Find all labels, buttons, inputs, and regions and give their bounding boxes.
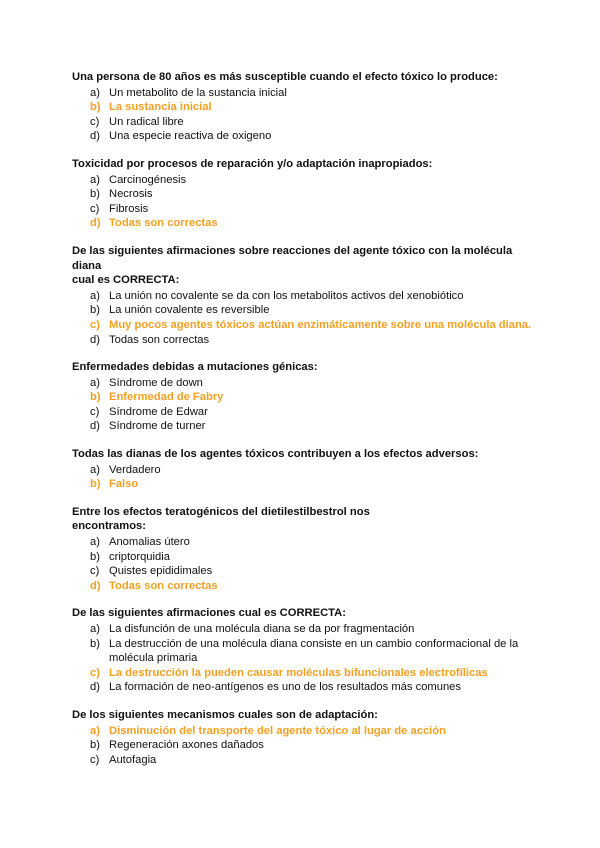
- options-list: [72, 289, 532, 347]
- option-letter: c): [90, 318, 100, 331]
- option-letter: c): [90, 202, 100, 215]
- option-text: La sustancia inicial: [109, 101, 212, 114]
- option-letter: a): [90, 289, 100, 302]
- option-text: Síndrome de Edwar: [109, 405, 208, 418]
- correct-option: [72, 477, 532, 492]
- option-letter: b): [90, 101, 101, 114]
- option-text: Verdadero: [109, 463, 161, 476]
- option-text: Autofagia: [109, 753, 157, 766]
- option-letter: d): [90, 217, 101, 230]
- option-text: Síndrome de turner: [109, 420, 206, 433]
- question-block: [72, 708, 532, 767]
- question-title-line: cual es CORRECTA:: [72, 274, 180, 287]
- answer-option: [72, 173, 532, 188]
- option-text: Carcinogénesis: [109, 173, 187, 186]
- question-title-line: Todas las dianas de los agentes tóxicos contribuyen a los efectos adversos:: [72, 448, 479, 461]
- question-title: [72, 70, 532, 85]
- option-letter: a): [90, 376, 100, 389]
- option-letter: c): [90, 565, 100, 578]
- correct-option: [72, 216, 532, 231]
- option-letter: d): [90, 681, 100, 694]
- question-title-line: Una persona de 80 años es más susceptible cuando el efecto tóxico lo produce:: [72, 71, 498, 83]
- option-text: La destrucción de una molécula diana consiste en un cambio conformacional de la molécula primaria: [109, 637, 519, 665]
- option-letter: c): [90, 405, 100, 418]
- answer-option: [72, 535, 532, 550]
- option-text: Síndrome de down: [109, 376, 203, 389]
- option-text: Regeneración axones dañados: [109, 739, 264, 752]
- correct-option: [72, 390, 532, 405]
- question-block: [72, 70, 532, 144]
- question-block: [72, 606, 532, 695]
- answer-option: [72, 405, 532, 420]
- option-letter: a): [90, 536, 100, 549]
- options-list: [72, 724, 532, 768]
- document-page: [72, 70, 532, 780]
- answer-option: [72, 187, 532, 202]
- question-title: [72, 708, 532, 723]
- option-text: Muy pocos agentes tóxicos actúan enzimáticamente sobre una molécula diana.: [109, 318, 532, 331]
- option-letter: a): [90, 623, 100, 635]
- options-list: [72, 86, 532, 144]
- question-title-line: De las siguientes afirmaciones sobre reacciones del agente tóxico con la molécula diana: [72, 244, 513, 272]
- question-title: [72, 157, 532, 172]
- answer-option: [72, 303, 532, 318]
- option-letter: c): [90, 666, 100, 679]
- question-title-line: Toxicidad por procesos de reparación y/o adaptación inapropiados:: [72, 157, 433, 170]
- option-letter: c): [90, 115, 100, 128]
- option-text: Un metabolito de la sustancia inicial: [109, 86, 287, 99]
- option-text: La destrucción la pueden causar moléculas bifuncionales electrofílicas: [109, 666, 488, 679]
- option-text: Una especie reactiva de oxigeno: [109, 130, 272, 143]
- option-text: Falso: [109, 478, 139, 491]
- question-title-line: encontramos:: [72, 520, 146, 533]
- option-letter: d): [90, 420, 100, 433]
- option-text: Todas son correctas: [109, 333, 210, 346]
- correct-option: [72, 579, 532, 594]
- answer-option: [72, 86, 532, 101]
- option-letter: d): [90, 333, 100, 346]
- option-text: La disfunción de una molécula diana se da por fragmentación: [109, 623, 415, 635]
- question-block: [72, 244, 532, 347]
- option-text: Disminución del transporte del agente tóxico al lugar de acción: [109, 724, 446, 737]
- options-list: [72, 622, 532, 695]
- answer-option: [72, 289, 532, 304]
- option-letter: a): [90, 724, 100, 737]
- options-list: [72, 463, 532, 492]
- option-letter: b): [90, 739, 100, 752]
- option-letter: a): [90, 173, 100, 186]
- option-text: Quistes epididimales: [109, 565, 213, 578]
- option-text: Necrosis: [109, 188, 153, 201]
- question-title: [72, 606, 532, 621]
- question-title: [72, 505, 532, 534]
- answer-option: [72, 376, 532, 391]
- option-text: La unión no covalente se da con los metabolitos activos del xenobiótico: [109, 289, 464, 302]
- option-letter: c): [90, 753, 100, 766]
- answer-option: [72, 463, 532, 478]
- answer-option: [72, 550, 532, 565]
- option-text: Fibrosis: [109, 202, 149, 215]
- answer-option: [72, 753, 532, 768]
- option-text: La unión covalente es reversible: [109, 304, 270, 317]
- option-letter: d): [90, 579, 101, 592]
- correct-option: [72, 666, 532, 681]
- option-text: Todas son correctas: [109, 217, 218, 230]
- option-letter: b): [90, 188, 100, 201]
- option-letter: a): [90, 463, 100, 476]
- answer-option: [72, 637, 532, 666]
- correct-option: [72, 318, 532, 333]
- option-letter: a): [90, 86, 100, 99]
- option-text: Anomalias útero: [109, 536, 190, 549]
- answer-option: [72, 622, 532, 637]
- option-text: criptorquidia: [109, 550, 170, 563]
- answer-option: [72, 202, 532, 217]
- answer-option: [72, 738, 532, 753]
- question-block: [72, 505, 532, 594]
- answer-option: [72, 129, 532, 144]
- option-letter: b): [90, 637, 100, 650]
- question-title-line: Enfermedades debidas a mutaciones génicas:: [72, 361, 318, 374]
- question-title-line: Entre los efectos teratogénicos del dietilestilbestrol nos: [72, 505, 370, 518]
- options-list: [72, 376, 532, 434]
- correct-option: [72, 724, 532, 739]
- option-letter: b): [90, 304, 100, 317]
- options-list: [72, 535, 532, 593]
- question-block: [72, 447, 532, 492]
- options-list: [72, 173, 532, 231]
- question-block: [72, 360, 532, 434]
- option-text: La formación de neo-antígenos es uno de los resultados más comunes: [109, 681, 461, 694]
- answer-option: [72, 115, 532, 130]
- option-text: Todas son correctas: [109, 579, 218, 592]
- answer-option: [72, 564, 532, 579]
- question-title-line: De las siguientes afirmaciones cual es CORRECTA:: [72, 607, 346, 620]
- option-letter: b): [90, 478, 101, 491]
- question-block: [72, 157, 532, 231]
- question-title: [72, 447, 532, 462]
- option-letter: b): [90, 391, 101, 404]
- question-title: [72, 360, 532, 375]
- answer-option: [72, 419, 532, 434]
- question-title: [72, 244, 532, 288]
- correct-option: [72, 100, 532, 115]
- option-letter: b): [90, 550, 100, 563]
- option-text: Enfermedad de Fabry: [109, 391, 224, 404]
- answer-option: [72, 680, 532, 695]
- option-letter: d): [90, 130, 100, 143]
- answer-option: [72, 333, 532, 348]
- question-title-line: De los siguientes mecanismos cuales son de adaptación:: [72, 708, 378, 721]
- option-text: Un radical libre: [109, 115, 184, 128]
